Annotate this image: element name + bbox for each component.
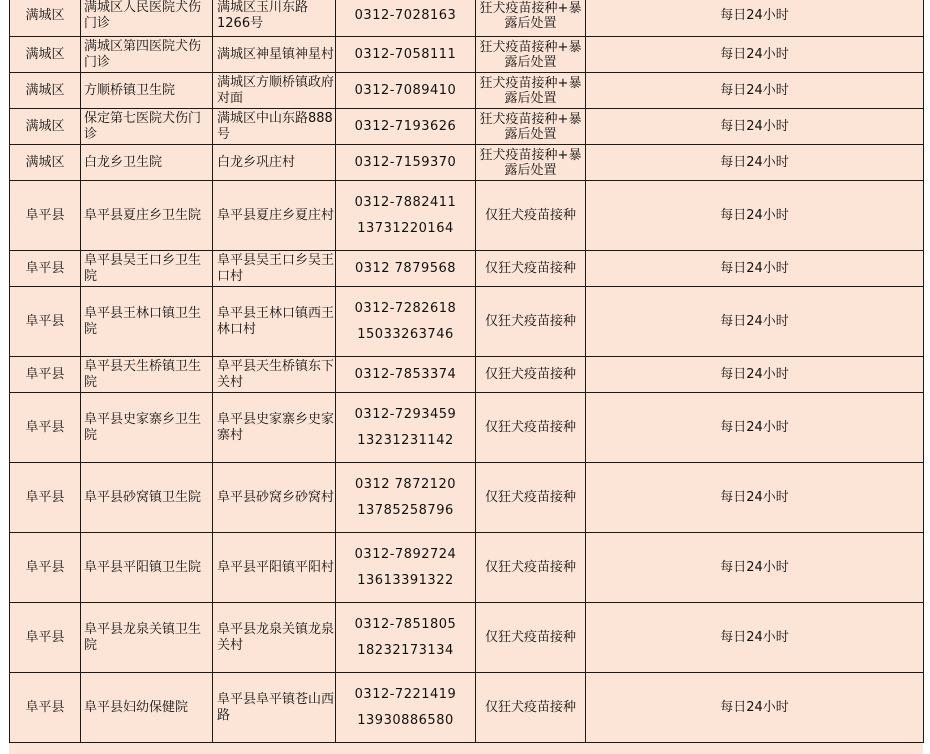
- institution-name: 阜平县龙泉关镇卫生院: [84, 621, 202, 653]
- address-cell: [213, 603, 336, 673]
- phone-number: 13785258796: [357, 502, 454, 518]
- address-text: 阜平县夏庄乡夏庄村: [217, 207, 335, 223]
- table-row: [10, 181, 924, 251]
- service-text: 狂犬疫苗接种+暴露后处置: [479, 0, 582, 31]
- service-cell: [476, 603, 586, 673]
- address-text: 阜平县砂窝乡砂窝村: [217, 489, 335, 505]
- institution-name: 阜平县平阳镇卫生院: [84, 559, 202, 575]
- service-text: 狂犬疫苗接种+暴露后处置: [479, 147, 582, 178]
- service-text: 狂犬疫苗接种+暴露后处置: [479, 75, 582, 106]
- institution-name: 阜平县砂窝镇卫生院: [84, 489, 202, 505]
- phone-gap: [336, 703, 475, 713]
- phone-cell: [336, 287, 476, 357]
- address-text: 阜平县史家寨乡史家寨村: [217, 411, 335, 443]
- phone-number: 0312-7159370: [354, 154, 457, 170]
- institution-name: 满城区人民医院犬伤门诊: [84, 0, 202, 31]
- institution-cell: [81, 0, 213, 37]
- address-cell: [213, 145, 336, 181]
- hours-cell: [586, 251, 924, 287]
- address-cell: [213, 181, 336, 251]
- phone-number: 0312-7892724: [354, 546, 457, 562]
- phone-number: 13930886580: [357, 712, 454, 728]
- phone-gap: [336, 211, 475, 221]
- hours-text: 每日24小时: [720, 207, 789, 223]
- service-cell: [476, 393, 586, 463]
- institution-cell: [81, 73, 213, 109]
- phone-number: 0312-7193626: [354, 118, 457, 134]
- district-text: 阜平县: [25, 419, 65, 435]
- district-cell: [10, 603, 81, 673]
- district-cell: [10, 73, 81, 109]
- table-row: [10, 603, 924, 673]
- hours-text: 每日24小时: [720, 419, 789, 435]
- phone-cell: [336, 533, 476, 603]
- district-text: 阜平县: [25, 207, 65, 223]
- hours-cell: [586, 603, 924, 673]
- service-text: 仅狂犬疫苗接种: [484, 260, 576, 276]
- address-text: 满城区玉川东路1266号: [217, 0, 309, 31]
- phone-number: 0312-7028163: [354, 7, 457, 23]
- district-text: 满城区: [25, 118, 65, 134]
- institution-cell: [81, 287, 213, 357]
- institution-cell: [81, 393, 213, 463]
- service-text: 仅狂犬疫苗接种: [484, 559, 576, 575]
- table-row: [10, 0, 924, 37]
- phone-number: 0312-7058111: [354, 46, 457, 62]
- district-text: 阜平县: [25, 260, 65, 276]
- service-cell: [476, 673, 586, 743]
- district-cell: [10, 393, 81, 463]
- address-text: 阜平县平阳镇平阳村: [217, 559, 335, 575]
- hours-cell: [586, 357, 924, 393]
- institution-name: 保定第七医院犬伤门诊: [84, 110, 202, 142]
- district-text: 满城区: [25, 82, 65, 98]
- phone-gap: [336, 633, 475, 643]
- table-row: [10, 73, 924, 109]
- address-cell: [213, 0, 336, 37]
- service-text: 仅狂犬疫苗接种: [484, 699, 576, 715]
- hours-text: 每日24小时: [720, 699, 789, 715]
- institution-name: 方顺桥镇卫生院: [84, 82, 176, 98]
- hours-cell: [586, 109, 924, 145]
- hours-cell: [586, 145, 924, 181]
- institution-name: 阜平县妇幼保健院: [84, 699, 189, 715]
- address-cell: [213, 673, 336, 743]
- phone-gap: [336, 317, 475, 327]
- phone-number: 0312 7879568: [354, 260, 457, 276]
- service-cell: [476, 463, 586, 533]
- address-cell: [213, 393, 336, 463]
- hours-cell: [586, 73, 924, 109]
- table-row: [10, 251, 924, 287]
- institution-name: 阜平县天生桥镇卫生院: [84, 358, 202, 390]
- institution-cell: [81, 181, 213, 251]
- address-text: 阜平县龙泉关镇龙泉关村: [217, 621, 335, 653]
- table-row: [10, 533, 924, 603]
- district-cell: [10, 533, 81, 603]
- institution-name: 阜平县吴王口乡卫生院: [84, 252, 202, 284]
- address-cell: [213, 109, 336, 145]
- address-text: 阜平县阜平镇苍山西路: [217, 691, 335, 723]
- clinic-table: [9, 0, 924, 743]
- district-cell: [10, 463, 81, 533]
- phone-number: 0312-7089410: [354, 82, 457, 98]
- spreadsheet-sheet: [9, 0, 923, 754]
- institution-name: 满城区第四医院犬伤门诊: [84, 38, 202, 70]
- institution-cell: [81, 603, 213, 673]
- service-text: 仅狂犬疫苗接种: [484, 366, 576, 382]
- hours-text: 每日24小时: [720, 7, 789, 23]
- phone-cell: [336, 181, 476, 251]
- table-row: [10, 37, 924, 73]
- institution-cell: [81, 145, 213, 181]
- phone-cell: [336, 251, 476, 287]
- service-cell: [476, 181, 586, 251]
- district-cell: [10, 287, 81, 357]
- table-row: [10, 145, 924, 181]
- hours-text: 每日24小时: [720, 366, 789, 382]
- service-text: 狂犬疫苗接种+暴露后处置: [479, 111, 582, 142]
- table-row: [10, 393, 924, 463]
- service-cell: [476, 287, 586, 357]
- service-cell: [476, 0, 586, 37]
- phone-cell: [336, 673, 476, 743]
- phone-cell: [336, 145, 476, 181]
- hours-cell: [586, 393, 924, 463]
- hours-cell: [586, 37, 924, 73]
- hours-text: 每日24小时: [720, 313, 789, 329]
- address-text: 阜平县天生桥镇东下关村: [217, 358, 335, 390]
- service-text: 仅狂犬疫苗接种: [484, 489, 576, 505]
- institution-name: 阜平县王林口镇卫生院: [84, 305, 202, 337]
- institution-name: 阜平县夏庄乡卫生院: [84, 207, 202, 223]
- hours-cell: [586, 181, 924, 251]
- district-text: 阜平县: [25, 366, 65, 382]
- table-row: [10, 673, 924, 743]
- service-text: 狂犬疫苗接种+暴露后处置: [479, 39, 582, 70]
- phone-number: 0312-7293459: [354, 406, 457, 422]
- district-text: 阜平县: [25, 559, 65, 575]
- phone-cell: [336, 393, 476, 463]
- service-cell: [476, 73, 586, 109]
- phone-number: 18232173134: [357, 642, 454, 658]
- institution-name: 阜平县史家寨乡卫生院: [84, 411, 202, 443]
- district-cell: [10, 145, 81, 181]
- phone-number: 0312-7282618: [354, 300, 457, 316]
- service-cell: [476, 357, 586, 393]
- address-text: 白龙乡巩庄村: [217, 154, 296, 170]
- hours-text: 每日24小时: [720, 82, 789, 98]
- table-row: [10, 287, 924, 357]
- table-row: [10, 109, 924, 145]
- service-text: 仅狂犬疫苗接种: [484, 419, 576, 435]
- district-cell: [10, 109, 81, 145]
- phone-cell: [336, 0, 476, 37]
- table-row: [10, 357, 924, 393]
- district-cell: [10, 673, 81, 743]
- hours-cell: [586, 533, 924, 603]
- service-cell: [476, 251, 586, 287]
- table-row: [10, 463, 924, 533]
- hours-text: 每日24小时: [720, 154, 789, 170]
- address-cell: [213, 287, 336, 357]
- institution-cell: [81, 463, 213, 533]
- institution-cell: [81, 251, 213, 287]
- phone-number: 15033263746: [357, 326, 454, 342]
- district-cell: [10, 0, 81, 37]
- phone-cell: [336, 73, 476, 109]
- phone-number: 0312 7872120: [354, 476, 457, 492]
- hours-cell: [586, 463, 924, 533]
- address-text: 满城区神星镇神星村: [217, 46, 335, 62]
- hours-cell: [586, 0, 924, 37]
- phone-cell: [336, 463, 476, 533]
- address-cell: [213, 73, 336, 109]
- district-text: 阜平县: [25, 313, 65, 329]
- district-text: 满城区: [25, 46, 65, 62]
- clinic-table-body: [10, 0, 924, 743]
- district-text: 阜平县: [25, 629, 65, 645]
- institution-cell: [81, 109, 213, 145]
- service-text: 仅狂犬疫苗接种: [484, 207, 576, 223]
- phone-cell: [336, 603, 476, 673]
- service-cell: [476, 109, 586, 145]
- hours-text: 每日24小时: [720, 559, 789, 575]
- address-cell: [213, 357, 336, 393]
- service-cell: [476, 37, 586, 73]
- phone-cell: [336, 109, 476, 145]
- district-text: 满城区: [25, 154, 65, 170]
- address-text: 满城区方顺桥镇政府对面: [217, 74, 335, 106]
- hours-text: 每日24小时: [720, 118, 789, 134]
- institution-cell: [81, 673, 213, 743]
- phone-cell: [336, 37, 476, 73]
- phone-number: 0312-7851805: [354, 616, 457, 632]
- phone-gap: [336, 423, 475, 433]
- phone-gap: [336, 563, 475, 573]
- service-text: 仅狂犬疫苗接种: [484, 629, 576, 645]
- address-cell: [213, 251, 336, 287]
- phone-number: 0312-7882411: [354, 194, 457, 210]
- district-cell: [10, 37, 81, 73]
- phone-number: 0312-7853374: [354, 366, 457, 382]
- service-cell: [476, 533, 586, 603]
- hours-text: 每日24小时: [720, 629, 789, 645]
- address-cell: [213, 463, 336, 533]
- hours-text: 每日24小时: [720, 46, 789, 62]
- institution-name: 白龙乡卫生院: [84, 154, 163, 170]
- district-text: 满城区: [25, 7, 65, 23]
- hours-text: 每日24小时: [720, 489, 789, 505]
- service-text: 仅狂犬疫苗接种: [484, 313, 576, 329]
- district-cell: [10, 251, 81, 287]
- phone-cell: [336, 357, 476, 393]
- district-text: 阜平县: [25, 699, 65, 715]
- district-text: 阜平县: [25, 489, 65, 505]
- address-text: 满城区中山东路888号: [217, 110, 333, 142]
- service-cell: [476, 145, 586, 181]
- institution-cell: [81, 37, 213, 73]
- address-text: 阜平县吴王口乡吴王口村: [217, 252, 335, 284]
- address-cell: [213, 533, 336, 603]
- phone-number: 13613391322: [357, 572, 454, 588]
- address-cell: [213, 37, 336, 73]
- phone-gap: [336, 493, 475, 503]
- hours-cell: [586, 673, 924, 743]
- phone-number: 0312-7221419: [354, 686, 457, 702]
- district-cell: [10, 357, 81, 393]
- phone-number: 13731220164: [357, 220, 454, 236]
- institution-cell: [81, 357, 213, 393]
- district-cell: [10, 181, 81, 251]
- address-text: 阜平县王林口镇西王林口村: [217, 305, 335, 337]
- institution-cell: [81, 533, 213, 603]
- hours-text: 每日24小时: [720, 260, 789, 276]
- hours-cell: [586, 287, 924, 357]
- phone-number: 13231231142: [357, 432, 454, 448]
